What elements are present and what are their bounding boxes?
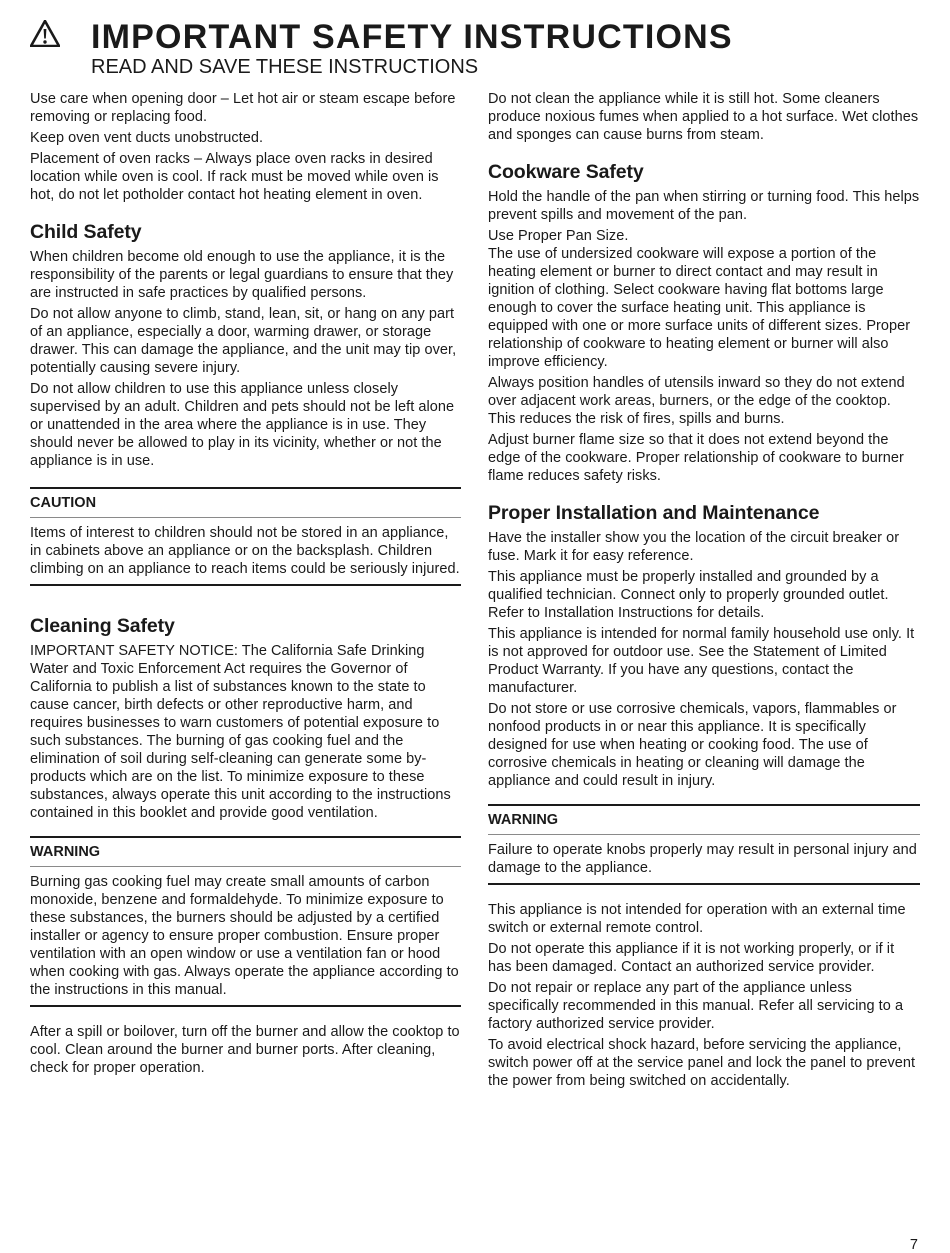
body-paragraph: Do not clean the appliance while it is still hot. Some cleaners produce noxious fumes when applied to a hot surface. Wet clothes and sponges can cause burns from steam. xyxy=(488,91,919,143)
warning-box xyxy=(30,836,461,1007)
page-subtitle: READ AND SAVE THESE INSTRUCTIONS xyxy=(91,56,479,78)
caution-label: CAUTION xyxy=(30,489,461,518)
warning-label: WARNING xyxy=(30,838,461,867)
section-heading-cookware-safety: Cookware Safety xyxy=(488,161,644,183)
left-column xyxy=(30,90,461,1080)
body-paragraph: Have the installer show you the location of the circuit breaker or fuse. Mark it for easy reference. xyxy=(488,530,900,564)
body-paragraph: Keep oven vent ducts unobstructed. xyxy=(30,130,264,146)
caution-box xyxy=(30,487,461,586)
body-paragraph: IMPORTANT SAFETY NOTICE: The California Safe Drinking Water and Toxic Enforcement Act requires the Governor of California to publish a list of substances known to the state to cause cancer, birth defects or other reproductive harm, and requires businesses to warn customers of potential exposure to such substances. The burning of gas cooking fuel and the elimination of soil during self-cleaning can generate some by-products which are on the list. To minimize exposure to these substances, always operate this unit according to the instructions contained in this booklet and provide good ventilation. xyxy=(30,643,451,821)
body-paragraph: Adjust burner flame size so that it does not extend beyond the edge of the cookware. Proper relationship of cookware to burner flame reduces safety risks. xyxy=(488,432,904,484)
page-number: 7 xyxy=(909,1237,918,1253)
body-paragraph: Do not repair or replace any part of the appliance unless specifically recommended in this manual. Refer all servicing to a factory authorized service provider. xyxy=(488,980,904,1032)
body-paragraph: When children become old enough to use the appliance, it is the responsibility of the parents or legal guardians to ensure that they are instructed in safe practices by qualified persons. xyxy=(30,249,454,301)
body-paragraph: The use of undersized cookware will expose a portion of the heating element or burner to direct contact and may result in ignition of clothing. Select cookware having flat bottoms large enough to cover the surface heating unit. This appliance is equipped with one or more surface units of different sizes. Proper relationship of cookware to heating element or burner will also improve efficiency. xyxy=(488,246,911,370)
body-paragraph: This appliance is not intended for operation with an external time switch or external remote control. xyxy=(488,902,906,936)
body-paragraph: Do not allow anyone to climb, stand, lean, sit, or hang on any part of an appliance, especially a door, warming drawer, or storage drawer. This can damage the appliance, and the unit may tip over, potentially causing severe injury. xyxy=(30,306,457,376)
page-header xyxy=(30,10,930,78)
section-heading-installation: Proper Installation and Maintenance xyxy=(488,502,820,524)
body-paragraph: Use care when opening door – Let hot air or steam escape before removing or replacing food. xyxy=(30,91,456,125)
section-heading-cleaning-safety: Cleaning Safety xyxy=(30,615,175,637)
right-column xyxy=(488,90,920,1093)
body-paragraph: Do not store or use corrosive chemicals, vapors, flammables or nonfood products in or near this appliance. It is specifically designed for use when heating or cooking food. The use of corrosive chemicals in heating or cleaning will damage the appliance and could result in injury. xyxy=(488,701,897,789)
body-paragraph: Always position handles of utensils inward so they do not extend over adjacent work areas, burners, or the edge of the cooktop. This reduces the risk of fires, spills and burns. xyxy=(488,375,905,427)
warning-text: Failure to operate knobs properly may result in personal injury and damage to the appliance. xyxy=(488,842,917,876)
body-paragraph: This appliance is intended for normal family household use only. It is not approved for outdoor use. See the Statement of Limited Product Warranty. If you have any questions, contact the manufacturer. xyxy=(488,626,915,696)
body-paragraph: Do not allow children to use this appliance unless closely supervised by an adult. Children and pets should not be left alone or unattended in the area where the appliance is in use. They should never be allowed to play in its vicinity, whether or not the appliance is in use. xyxy=(30,381,455,469)
caution-text: Items of interest to children should not be stored in an appliance, in cabinets above an appliance or on the backsplash. Children climbing on an appliance to reach items could be seriously injured. xyxy=(30,525,460,577)
body-paragraph: Do not operate this appliance if it is not working properly, or if it has been damaged. Contact an authorized service provider. xyxy=(488,941,895,975)
warning-box xyxy=(488,804,920,885)
warning-text: Burning gas cooking fuel may create small amounts of carbon monoxide, benzene and formaldehyde. To minimize exposure to these substances, the burners should be adjusted by a certified installer or agency to ensure proper combustion. Ensure proper ventilation with an open window or use a ventilation fan or hood when cooking with gas. Always operate the appliance according to the instructions in this manual. xyxy=(30,874,459,998)
body-paragraph: This appliance must be properly installed and grounded by a qualified technician. Connect only to properly grounded outlet. Refer to Installation Instructions for details. xyxy=(488,569,889,621)
body-paragraph: To avoid electrical shock hazard, before servicing the appliance, switch power off at the service panel and lock the panel to prevent the power from being switched on accidentally. xyxy=(488,1037,916,1089)
page-title: IMPORTANT SAFETY INSTRUCTIONS xyxy=(91,18,733,56)
section-heading-child-safety: Child Safety xyxy=(30,221,142,243)
body-paragraph: Hold the handle of the pan when stirring or turning food. This helps prevent spills and movement of the pan. xyxy=(488,189,920,223)
body-paragraph: Placement of oven racks – Always place oven racks in desired location while oven is cool. If rack must be moved while oven is hot, do not let potholder contact hot heating element in oven. xyxy=(30,151,439,203)
body-paragraph: After a spill or boilover, turn off the burner and allow the cooktop to cool. Clean around the burner and burner ports. After cleaning, check for proper operation. xyxy=(30,1024,460,1076)
body-paragraph: Use Proper Pan Size. xyxy=(488,228,629,244)
warning-triangle-icon xyxy=(30,20,60,47)
warning-label: WARNING xyxy=(488,806,920,835)
